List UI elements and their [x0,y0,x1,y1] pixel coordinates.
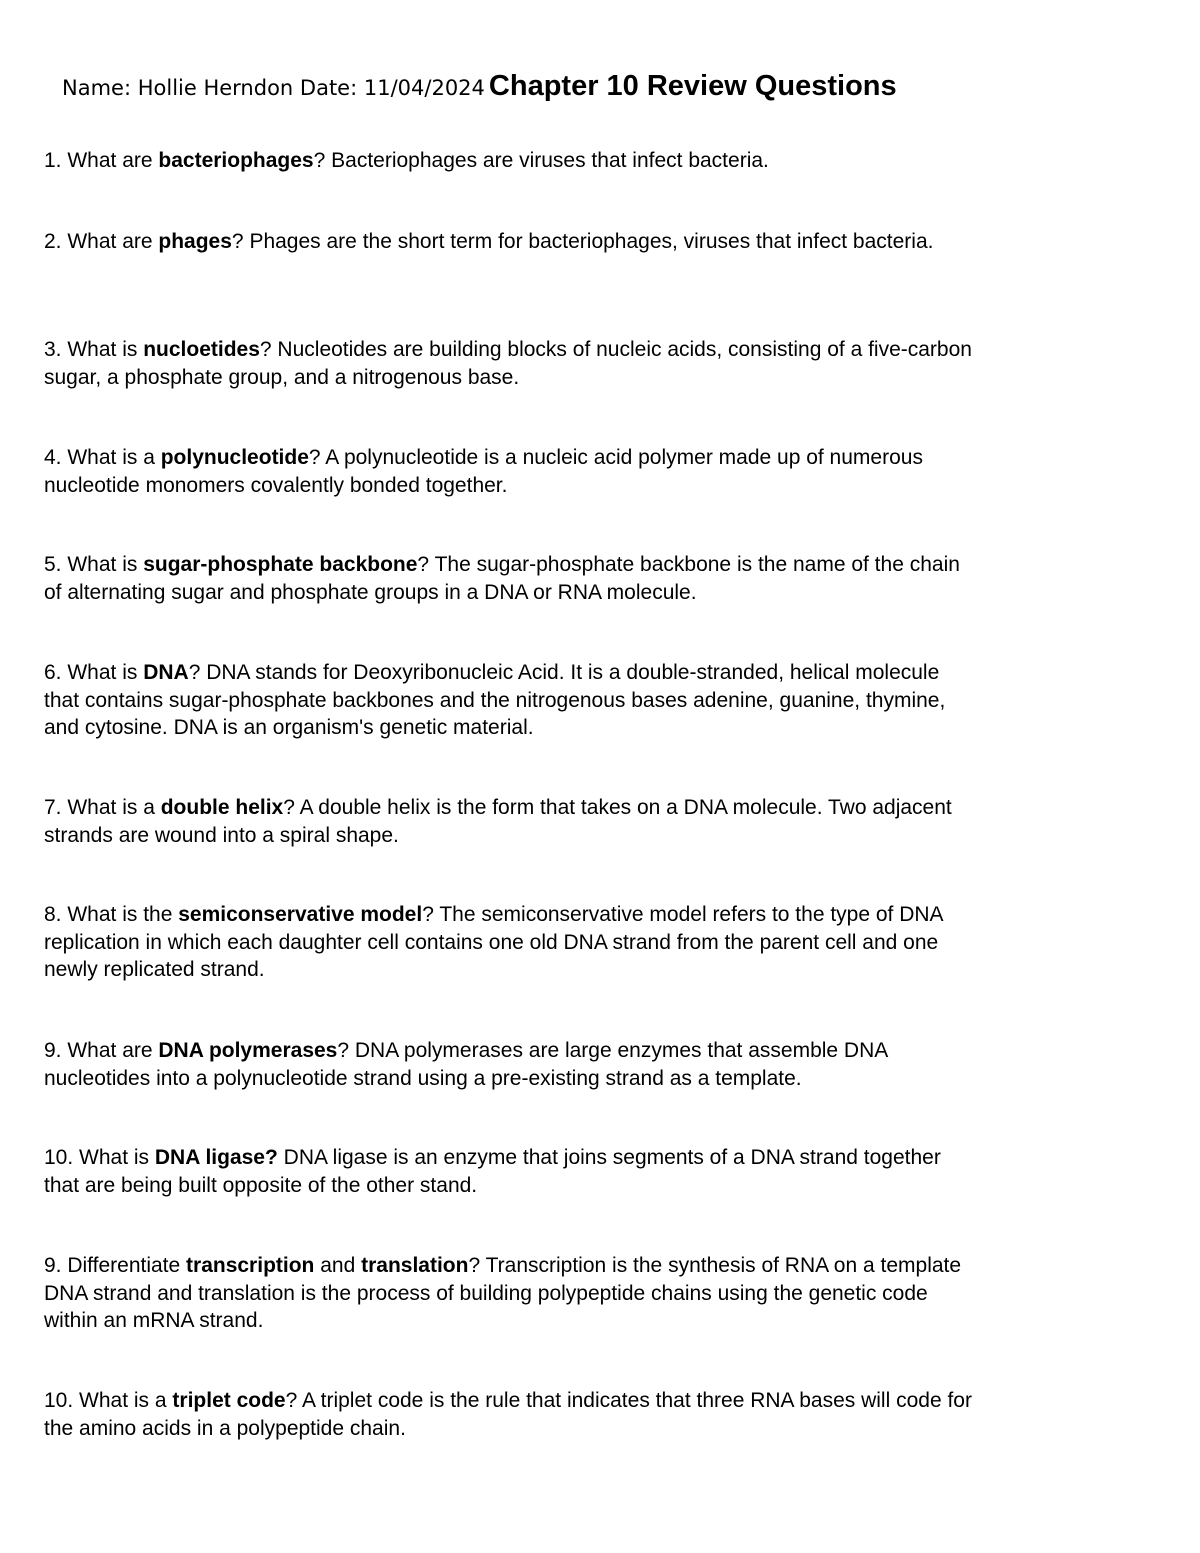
question-8 [44,901,974,984]
question-7 [44,794,974,849]
question-prompt: What is a [61,446,161,469]
name-label: Name: [62,76,138,100]
question-prompt: What is [61,553,144,576]
question-6 [44,659,974,742]
question-mark: ? [231,230,244,253]
question-connector: and [314,1254,362,1277]
question-9 [44,1037,974,1092]
answer-text: Nucleotides are building blocks of nucleic acids, consisting of a five-carbon sugar, a phosphate group, and a nitrogenous base. [44,338,972,389]
question-number: 9. [44,1254,62,1277]
question-10 [44,1144,974,1199]
question-prompt: What are [61,1039,159,1062]
question-term: DNA polymerases [158,1039,338,1062]
question-term: DNA [143,661,189,684]
question-2 [44,228,974,256]
answer-text: The semiconservative model refers to the type of DNA replication in which each daughter cell contains one old DNA strand from the parent cell and one newly replicated strand. [44,903,943,981]
question-prompt: Differentiate [61,1254,187,1277]
question-prompt: What is [61,661,144,684]
question-number: 1. [44,149,62,172]
question-mark: ? [468,1254,481,1277]
question-mark: ? [188,661,201,684]
question-number: 5. [44,553,62,576]
question-term: semiconservative model [178,903,423,926]
document-header [62,70,897,103]
question-term: phages [158,230,232,253]
question-prompt: What are [61,230,159,253]
question-prompt: What is [61,338,144,361]
question-term: nucloetides [143,338,260,361]
question-mark: ? [422,903,434,926]
question-1 [44,147,974,175]
question-3 [44,336,974,391]
question-mark: ? [283,796,295,819]
question-number: 8. [44,903,62,926]
answer-text: DNA polymerases are large enzymes that assemble DNA nucleotides into a polynucleotide strand using a pre-existing strand as a template. [44,1039,888,1090]
page-title: Chapter 10 Review Questions [488,70,897,102]
question-12 [44,1387,974,1442]
question-prompt: What are [61,149,159,172]
question-number: 3. [44,338,62,361]
date-label: Date: [293,76,364,100]
question-number: 6. [44,661,62,684]
question-mark: ? [259,338,272,361]
answer-text: DNA stands for Deoxyribonucleic Acid. It is a double-stranded, helical molecule that contains sugar-phosphate backbones and the nitrogenous bases adenine, guanine, thymine, and cytosine. DNA is an organism's genetic material. [44,661,946,739]
answer-text: Transcription is the synthesis of RNA on a template DNA strand and translation is the process of building polypeptide chains using the genetic code within an mRNA strand. [44,1254,962,1332]
question-mark: ? [417,553,430,576]
question-prompt: What is the [61,903,179,926]
date-value: 11/04/2024 [363,76,485,100]
question-11 [44,1252,974,1335]
question-term: triplet code [172,1389,286,1412]
question-term: polynucleotide [160,446,309,469]
answer-text: A double helix is the form that takes on a DNA molecule. Two adjacent strands are wound into a spiral shape. [44,796,952,847]
question-term: bacteriophages [158,149,314,172]
question-prompt: What is a [73,1389,173,1412]
student-name: Hollie Herndon [137,76,294,100]
answer-text: The sugar-phosphate backbone is the name of the chain of alternating sugar and phosphate groups in a DNA or RNA molecule. [44,553,960,604]
question-number: 4. [44,446,62,469]
question-prompt: What is [73,1146,155,1169]
question-number: 9. [44,1039,62,1062]
question-number: 7. [44,796,62,819]
question-mark: ? [285,1389,298,1412]
answer-text: Phages are the short term for bacteriophages, viruses that infect bacteria. [243,230,934,253]
question-mark: ? [308,446,321,469]
answer-text: A triplet code is the rule that indicates that three RNA bases will code for the amino acids in a polypeptide chain. [44,1389,972,1440]
question-number: 10. [44,1146,74,1169]
question-4 [44,444,974,499]
question-mark: ? [313,149,326,172]
answer-text: DNA ligase is an enzyme that joins segments of a DNA strand together that are being built opposite of the other stand. [44,1146,941,1197]
answer-text: A polynucleotide is a nucleic acid polymer made up of numerous nucleotide monomers covalently bonded together. [44,446,923,497]
question-term: transcription [186,1254,315,1277]
question-number: 2. [44,230,62,253]
question-term: double helix [160,796,284,819]
question-mark: ? [337,1039,350,1062]
question-term-2: translation [361,1254,469,1277]
question-5 [44,551,974,606]
question-prompt: What is a [61,796,161,819]
answer-text: Bacteriophages are viruses that infect bacteria. [325,149,769,172]
question-number: 10. [44,1389,74,1412]
question-term: sugar-phosphate backbone [143,553,418,576]
question-term: DNA ligase? [154,1146,278,1169]
